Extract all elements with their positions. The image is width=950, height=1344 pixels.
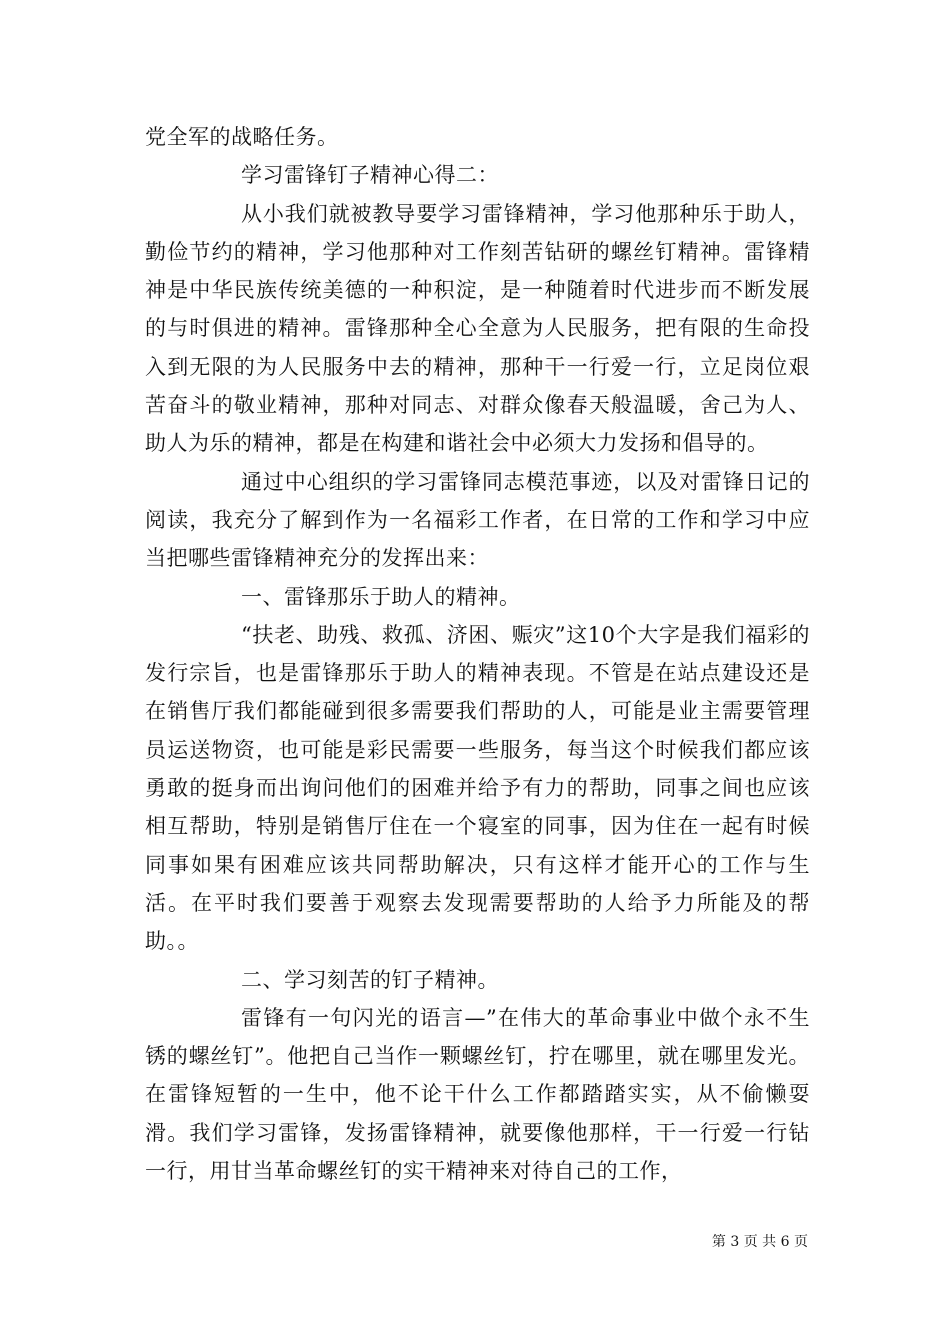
subheading-2: 二、学习刻苦的钉子精神。 bbox=[241, 967, 499, 992]
section-heading-2: 学习雷锋钉子精神心得二： bbox=[241, 163, 499, 188]
paragraph-3: 从小我们就被教导要学习雷锋精神，学习他那种乐于助人，勤俭节约的精神，学习他那种对工作刻苦钻研的螺丝钉精神。雷锋精神是中华民族传统美德的一种积淀，是一种随着时代进步而不断发展的与时俱进的精神。雷锋那种全心全意为人民服务，把有限的生命投入到无限的为人民服务中去的精神，那种干一行爱一行，立足岗位艰苦奋斗的敬业精神，那种对同志、对群众像春天般温暖，舍己为人、助人为乐的精神，都是在构建和谐社会中必须大力发扬和倡导的。 bbox=[145, 201, 810, 456]
subheading-1: 一、雷锋那乐于助人的精神。 bbox=[241, 584, 521, 609]
paragraph-4: 通过中心组织的学习雷锋同志模范事迹，以及对雷锋日记的阅读，我充分了解到作为一名福彩工作者，在日常的工作和学习中应当把哪些雷锋精神充分的发挥出来： bbox=[145, 469, 810, 571]
document-body bbox=[145, 118, 810, 1190]
page-number: 第 3 页 共 6 页 bbox=[711, 1234, 808, 1250]
paragraph-6: “扶老、助残、救孤、济困、赈灾”这10个大字是我们福彩的发行宗旨，也是雷锋那乐于助人的精神表现。不管是在站点建设还是在销售厅我们都能碰到很多需要我们帮助的人，可能是业主需要管理员运送物资，也可能是彩民需要一些服务，每当这个时候我们都应该勇敢的挺身而出询问他们的困难并给予有力的帮助，同事之间也应该相互帮助，特别是销售厅住在一个寝室的同事，因为住在一起有时候同事如果有困难应该共同帮助解决，只有这样才能开心的工作与生活。在平时我们要善于观察去发现需要帮助的人给予力所能及的帮助。。 bbox=[145, 622, 810, 954]
paragraph-8: 雷锋有一句闪光的语言—”在伟大的革命事业中做个永不生锈的螺丝钉”。他把自己当作一颗螺丝钉，拧在哪里，就在哪里发光。在雷锋短暂的一生中，他不论干什么工作都踏踏实实，从不偷懒耍滑。我们学习雷锋，发扬雷锋精神，就要像他那样，干一行爱一行钻一行，用甘当革命螺丝钉的实干精神来对待自己的工作， bbox=[145, 1005, 810, 1184]
paragraph-1: 党全军的战略任务。 bbox=[145, 125, 339, 149]
